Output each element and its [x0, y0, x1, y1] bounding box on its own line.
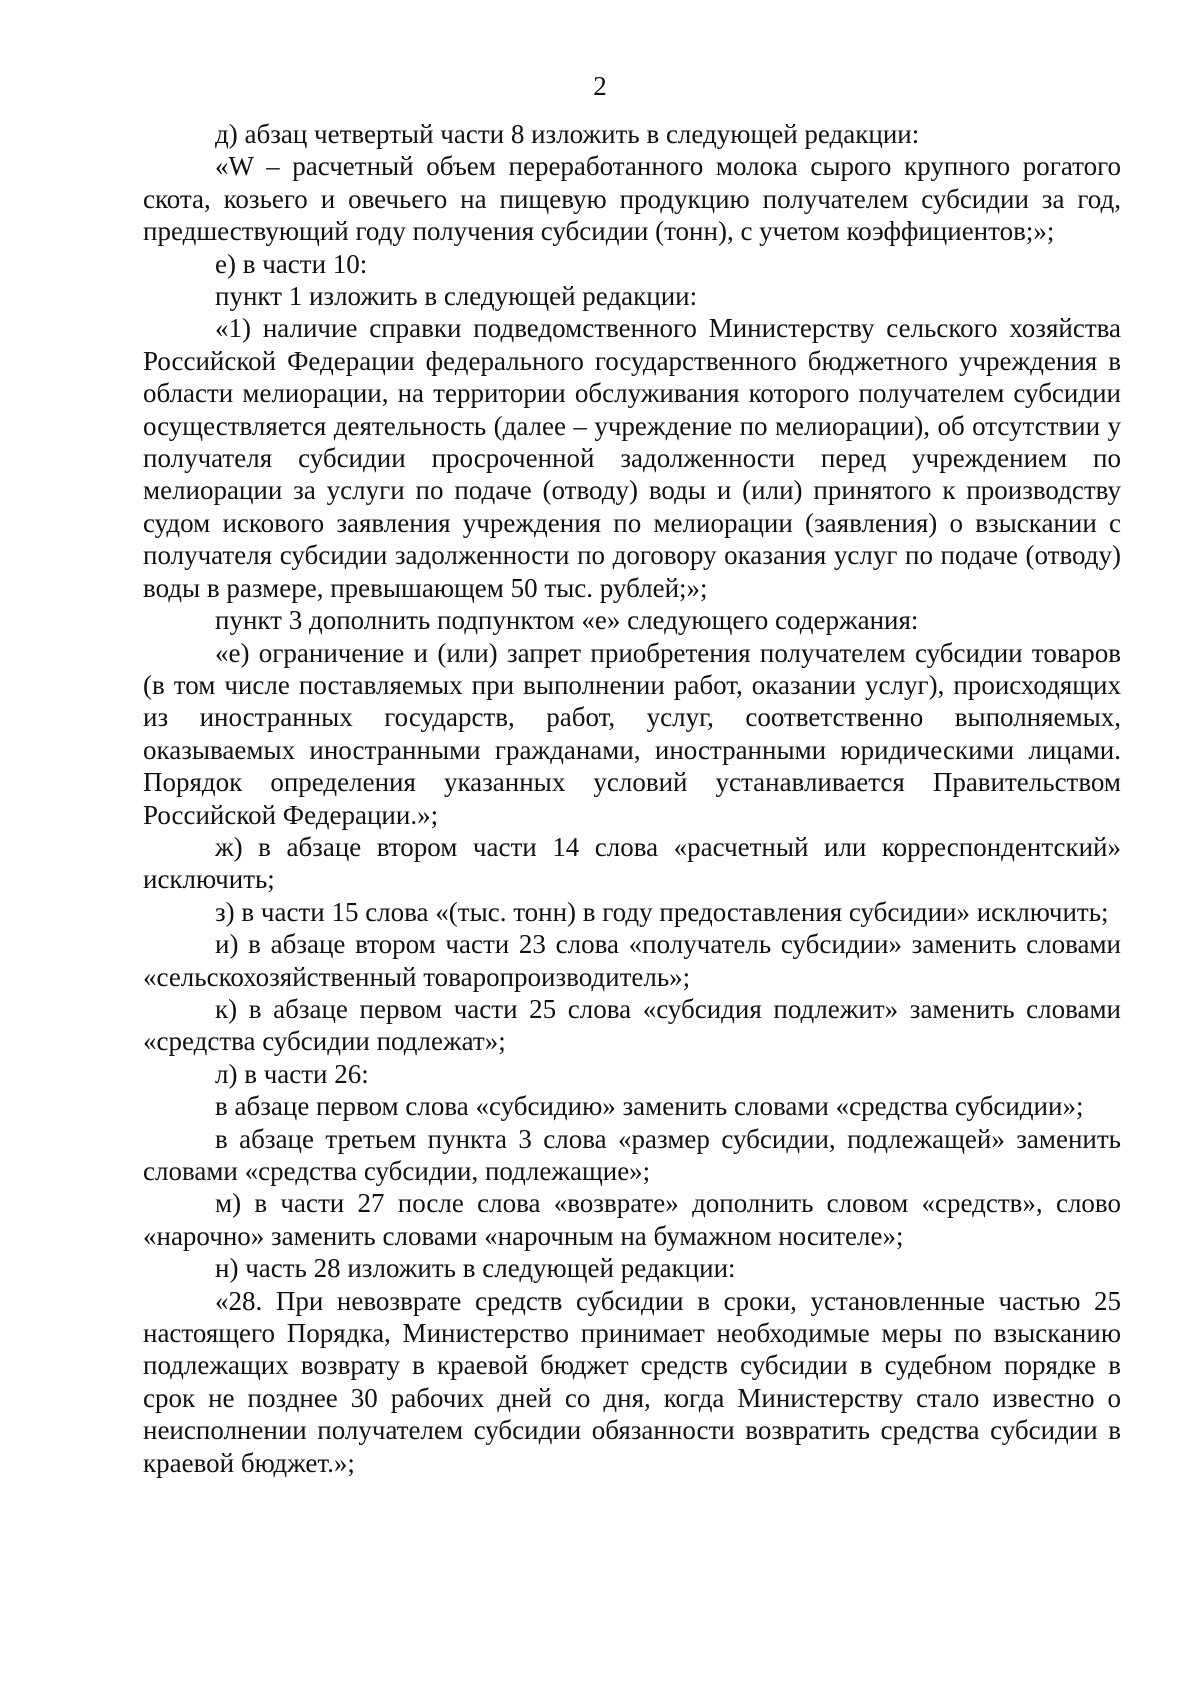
paragraph: в абзаце первом слова «субсидию» заменить словами «средства субсидии»; — [215, 1091, 1084, 1122]
paragraph: м) в части 27 после слова «возврате» дополнить словом «средств», слово «нарочно» заменить словами «нарочным на бумажном носителе»; — [143, 1188, 1121, 1251]
paragraph: «28. При невозврате средств субсидии в сроки, установленные частью 25 настоящего Порядка, Министерство принимает необходимые меры по взысканию подлежащих возврату в краевой бюджет средств субсидии в судебном порядке в срок не позднее 30 рабочих дней со дня, когда Министерству стало известно о неисполнении получателем субсидии обязанности возвратить средства субсидии в краевой бюджет.»; — [143, 1285, 1121, 1478]
paragraph: в абзаце третьем пункта 3 слова «размер субсидии, подлежащей» заменить словами «средства субсидии, подлежащие»; — [143, 1123, 1121, 1186]
paragraph: ж) в абзаце втором части 14 слова «расчетный или корреспондентский» исключить; — [143, 831, 1121, 895]
paragraph: л) в части 26: — [215, 1058, 369, 1089]
paragraph: пункт 3 дополнить подпунктом «е» следующего содержания: — [215, 605, 919, 636]
paragraph: «W – расчетный объем переработанного молока сырого крупного рогатого скота, козьего и овечьего на пищевую продукцию получателем субсидии за год, предшествующий году получения субсидии (тонн), с учетом коэффициентов;»; — [143, 151, 1121, 247]
paragraph: и) в абзаце втором части 23 слова «получатель субсидии» заменить словами «сельскохозяйственный товаропроизводитель»; — [143, 929, 1121, 992]
paragraph: з) в части 15 слова «(тыс. тонн) в году предоставления субсидии» исключить; — [215, 896, 1109, 927]
paragraph: е) в части 10: — [215, 248, 368, 279]
paragraph: «е) ограничение и (или) запрет приобретения получателем субсидии товаров (в том числе поставляемых при выполнении работ, оказании услуг), происходящих из иностранных государств, работ, услуг, соответственно выполняемых, оказываемых иностранными гражданами, иностранными юридическими лицами. Порядок определения указанных условий устанавливается Правительством Российской Федерации.»; — [143, 637, 1121, 830]
page-number: 2 — [593, 71, 607, 101]
paragraph: пункт 1 изложить в следующей редакции: — [215, 281, 698, 312]
paragraph: н) часть 28 изложить в следующей редакции: — [215, 1253, 736, 1284]
paragraph: к) в абзаце первом части 25 слова «субсидия подлежит» заменить словами «средства субсидии подлежат»; — [143, 993, 1121, 1057]
paragraph: «1) наличие справки подведомственного Министерству сельского хозяйства Российской Федерации федерального государственного бюджетного учреждения в области мелиорации, на территории обслуживания которого получателем субсидии осуществляется деятельность (далее – учреждение по мелиорации), об отсутствии у получателя субсидии просроченной задолженности перед учреждением по мелиорации за услуги по подаче (отводу) воды и (или) принятого к производству судом искового заявления учреждения по мелиорации (заявления) о взыскании с получателя субсидии задолженности по договору оказания услуг по подаче (отводу) воды в размере, превышающем 50 тыс. рублей;»; — [143, 313, 1121, 603]
paragraph: д) абзац четвертый части 8 изложить в следующей редакции: — [215, 119, 920, 149]
document-body — [143, 118, 1121, 1479]
